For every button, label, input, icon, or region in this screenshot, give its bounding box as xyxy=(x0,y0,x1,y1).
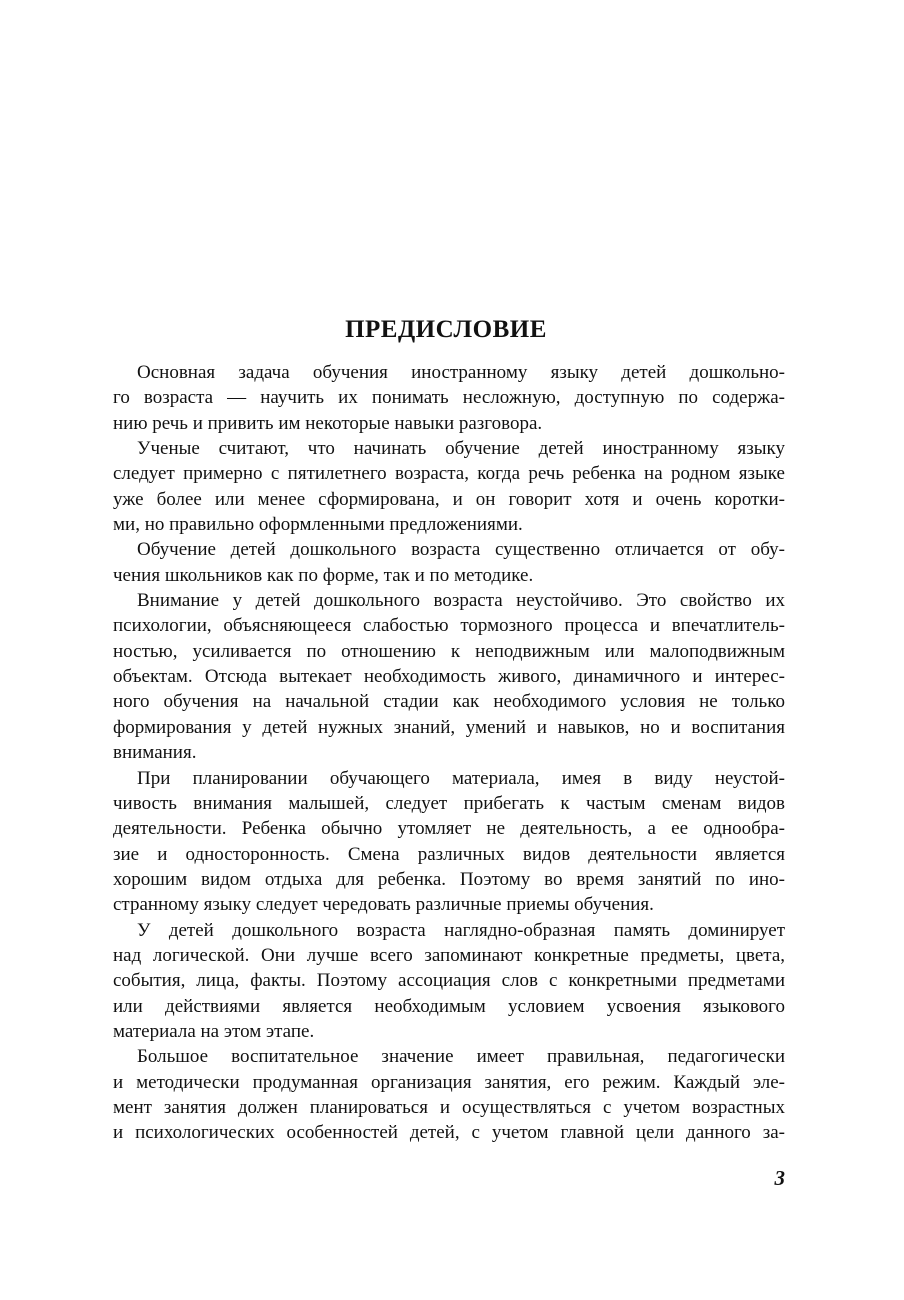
text-line: деятельности. Ребенка обычно утомляет не деятельность, а ее однообра- xyxy=(113,818,785,840)
text-line: ного обучения на начальной стадии как необходимого условия не только xyxy=(113,691,785,713)
text-line: и психологических особенностей детей, с учетом главной цели данного за- xyxy=(113,1122,785,1144)
text-line: Большое воспитательное значение имеет правильная, педагогически xyxy=(137,1046,785,1068)
text-line: ностью, усиливается по отношению к неподвижным или малоподвижным xyxy=(113,640,785,662)
text-line: материала на этом этапе. xyxy=(113,1020,315,1042)
text-line: уже более или менее сформирована, и он говорит хотя и очень коротки- xyxy=(113,488,785,510)
text-line: При планировании обучающего материала, имея в виду неустой- xyxy=(137,767,785,789)
text-line: психологии, объясняющееся слабостью тормозного процесса и впечатлитель- xyxy=(113,615,785,637)
paragraph xyxy=(113,537,785,588)
text-line: следует примерно с пятилетнего возраста, когда речь ребенка на родном языке xyxy=(113,463,785,485)
text-line: Ученые считают, что начинать обучение детей иностранному языку xyxy=(137,438,785,460)
text-line: го возраста — научить их понимать несложную, доступную по содержа- xyxy=(113,387,785,409)
text-line: Обучение детей дошкольного возраста существенно отличается от обу- xyxy=(137,539,785,561)
text-line: или действиями является необходимым условием усвоения языкового xyxy=(113,995,785,1017)
body-text xyxy=(113,360,785,1146)
text-line: формирования у детей нужных знаний, умений и навыков, но и воспитания xyxy=(113,716,785,738)
paragraph xyxy=(113,1044,785,1145)
paragraph xyxy=(113,436,785,537)
text-line: чения школьников как по форме, так и по методике. xyxy=(113,564,534,586)
text-line: объектам. Отсюда вытекает необходимость живого, динамичного и интерес- xyxy=(113,666,785,688)
page-title: ПРЕДИСЛОВИЕ xyxy=(345,316,547,343)
text-line: чивость внимания малышей, следует прибегать к частым сменам видов xyxy=(113,792,785,814)
paragraph xyxy=(113,360,785,436)
text-line: над логической. Они лучше всего запоминают конкретные предметы, цвета, xyxy=(113,944,785,966)
text-line: мент занятия должен планироваться и осуществляться с учетом возрастных xyxy=(113,1096,785,1118)
paragraph xyxy=(113,588,785,765)
page-number: 3 xyxy=(774,1166,785,1190)
text-line: зие и односторонность. Смена различных видов деятельности является xyxy=(113,843,785,865)
text-line: нию речь и привить им некоторые навыки разговора. xyxy=(113,412,543,434)
text-line: У детей дошкольного возраста наглядно-образная память доминирует xyxy=(137,919,785,941)
text-line: странному языку следует чередовать различные приемы обучения. xyxy=(113,894,654,916)
paragraph xyxy=(113,918,785,1045)
paragraph xyxy=(113,766,785,918)
text-line: ми, но правильно оформленными предложениями. xyxy=(113,514,523,536)
text-line: внимания. xyxy=(113,742,197,764)
text-line: Внимание у детей дошкольного возраста неустойчиво. Это свойство их xyxy=(137,590,785,612)
text-line: Основная задача обучения иностранному языку детей дошкольно- xyxy=(137,362,785,383)
text-line: хорошим видом отдыха для ребенка. Поэтому во время занятий по ино- xyxy=(113,868,785,890)
text-line: и методически продуманная организация занятия, его режим. Каждый эле- xyxy=(113,1071,785,1093)
text-line: события, лица, факты. Поэтому ассоциация слов с конкретными предметами xyxy=(113,970,785,992)
